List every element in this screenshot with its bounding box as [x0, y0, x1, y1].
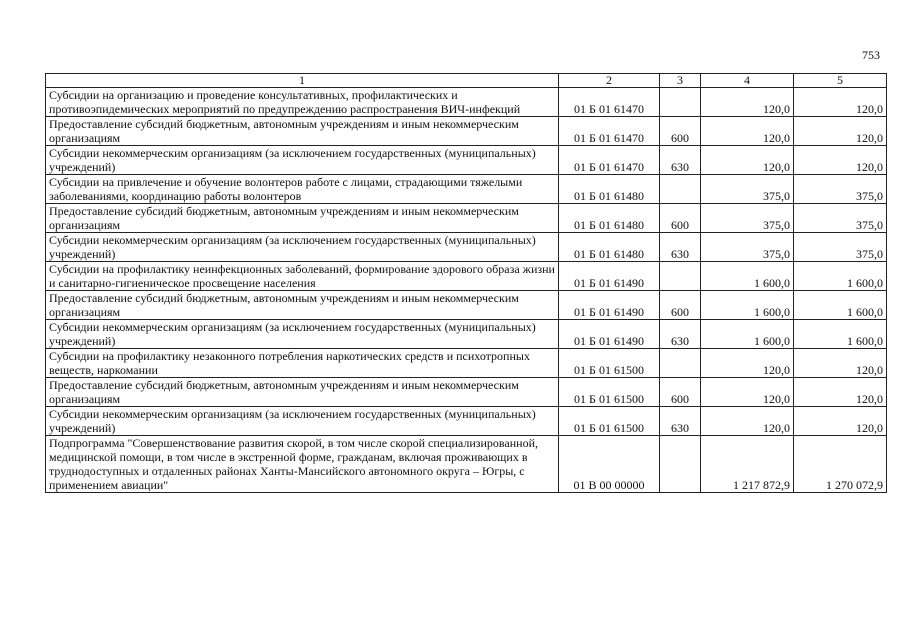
table-row [46, 204, 887, 233]
row-name-cell: Предоставление субсидий бюджетным, автономным учреждениям и иным некоммерческим организациям [46, 378, 559, 407]
row-name-cell: Предоставление субсидий бюджетным, автономным учреждениям и иным некоммерческим организациям [46, 291, 559, 320]
column-header: 2 [559, 74, 660, 88]
row-type-cell: 630 [660, 320, 701, 349]
row-name-cell: Предоставление субсидий бюджетным, автономным учреждениям и иным некоммерческим организациям [46, 204, 559, 233]
row-code-cell: 01 В 00 00000 [559, 436, 660, 493]
row-value-5-cell: 375,0 [794, 204, 887, 233]
row-value-4-cell: 1 600,0 [701, 262, 794, 291]
row-code-cell: 01 Б 01 61480 [559, 204, 660, 233]
table-row [46, 349, 887, 378]
row-code-cell: 01 Б 01 61470 [559, 117, 660, 146]
row-code-cell: 01 Б 01 61500 [559, 407, 660, 436]
row-name-cell: Предоставление субсидий бюджетным, автономным учреждениям и иным некоммерческим организациям [46, 117, 559, 146]
row-name-cell: Субсидии некоммерческим организациям (за исключением государственных (муниципальных) учреждений) [46, 233, 559, 262]
row-code-cell: 01 Б 01 61500 [559, 378, 660, 407]
table-row [46, 436, 887, 493]
row-value-4-cell: 375,0 [701, 233, 794, 262]
row-value-5-cell: 120,0 [794, 378, 887, 407]
column-header: 3 [660, 74, 701, 88]
row-type-cell: 630 [660, 146, 701, 175]
row-code-cell: 01 Б 01 61480 [559, 233, 660, 262]
column-header: 1 [46, 74, 559, 88]
row-name-cell: Субсидии на профилактику незаконного потребления наркотических средств и психотропных веществ, наркомании [46, 349, 559, 378]
row-value-5-cell: 1 600,0 [794, 262, 887, 291]
row-value-4-cell: 120,0 [701, 407, 794, 436]
row-type-cell [660, 349, 701, 378]
row-value-5-cell: 120,0 [794, 349, 887, 378]
column-header: 5 [794, 74, 887, 88]
table-header-row [46, 74, 887, 88]
row-value-4-cell: 1 600,0 [701, 320, 794, 349]
row-value-5-cell: 375,0 [794, 233, 887, 262]
row-value-5-cell: 120,0 [794, 88, 887, 117]
table-row [46, 320, 887, 349]
row-code-cell: 01 Б 01 61490 [559, 320, 660, 349]
row-value-4-cell: 120,0 [701, 146, 794, 175]
row-type-cell [660, 262, 701, 291]
table-row [46, 88, 887, 117]
table-row [46, 291, 887, 320]
budget-table [45, 73, 887, 493]
row-value-5-cell: 1 270 072,9 [794, 436, 887, 493]
row-type-cell: 600 [660, 378, 701, 407]
row-name-cell: Субсидии на организацию и проведение консультативных, профилактических и противоэпидемических мероприятий по предупреждению распространения ВИЧ-инфекций [46, 88, 559, 117]
row-code-cell: 01 Б 01 61490 [559, 291, 660, 320]
row-value-4-cell: 120,0 [701, 88, 794, 117]
row-value-5-cell: 1 600,0 [794, 291, 887, 320]
row-value-5-cell: 120,0 [794, 117, 887, 146]
row-code-cell: 01 Б 01 61500 [559, 349, 660, 378]
table-row [46, 146, 887, 175]
row-value-4-cell: 120,0 [701, 378, 794, 407]
row-type-cell: 600 [660, 291, 701, 320]
table-row [46, 233, 887, 262]
row-value-4-cell: 120,0 [701, 349, 794, 378]
row-name-cell: Субсидии некоммерческим организациям (за исключением государственных (муниципальных) учреждений) [46, 407, 559, 436]
row-value-4-cell: 375,0 [701, 175, 794, 204]
row-name-cell: Субсидии некоммерческим организациям (за исключением государственных (муниципальных) учреждений) [46, 146, 559, 175]
row-value-5-cell: 1 600,0 [794, 320, 887, 349]
row-code-cell: 01 Б 01 61470 [559, 146, 660, 175]
row-type-cell: 600 [660, 117, 701, 146]
row-name-cell: Подпрограмма "Совершенствование развития скорой, в том числе скорой специализированной, медицинской помощи, в том числе в экстренной форме, гражданам, включая проживающих в труднодоступных и отдаленных районах Ханты-Мансийского автономного округа – Югры, с применением авиации" [46, 436, 559, 493]
row-value-4-cell: 1 600,0 [701, 291, 794, 320]
table-row [46, 175, 887, 204]
row-name-cell: Субсидии некоммерческим организациям (за исключением государственных (муниципальных) учреждений) [46, 320, 559, 349]
page-number: 753 [862, 48, 880, 62]
row-value-4-cell: 120,0 [701, 117, 794, 146]
table-row [46, 262, 887, 291]
row-value-5-cell: 120,0 [794, 146, 887, 175]
table-row [46, 378, 887, 407]
row-code-cell: 01 Б 01 61470 [559, 88, 660, 117]
column-header: 4 [701, 74, 794, 88]
row-value-5-cell: 375,0 [794, 175, 887, 204]
row-type-cell: 630 [660, 233, 701, 262]
row-name-cell: Субсидии на привлечение и обучение волонтеров работе с лицами, страдающими тяжелыми заболеваниями, координацию работы волонтеров [46, 175, 559, 204]
row-code-cell: 01 Б 01 61490 [559, 262, 660, 291]
row-value-4-cell: 1 217 872,9 [701, 436, 794, 493]
row-type-cell [660, 175, 701, 204]
row-type-cell: 630 [660, 407, 701, 436]
row-type-cell: 600 [660, 204, 701, 233]
row-value-5-cell: 120,0 [794, 407, 887, 436]
row-type-cell [660, 88, 701, 117]
row-value-4-cell: 375,0 [701, 204, 794, 233]
row-code-cell: 01 Б 01 61480 [559, 175, 660, 204]
table-row [46, 407, 887, 436]
table-row [46, 117, 887, 146]
row-type-cell [660, 436, 701, 493]
row-name-cell: Субсидии на профилактику неинфекционных заболеваний, формирование здорового образа жизни и санитарно-гигиеническое просвещение населения [46, 262, 559, 291]
